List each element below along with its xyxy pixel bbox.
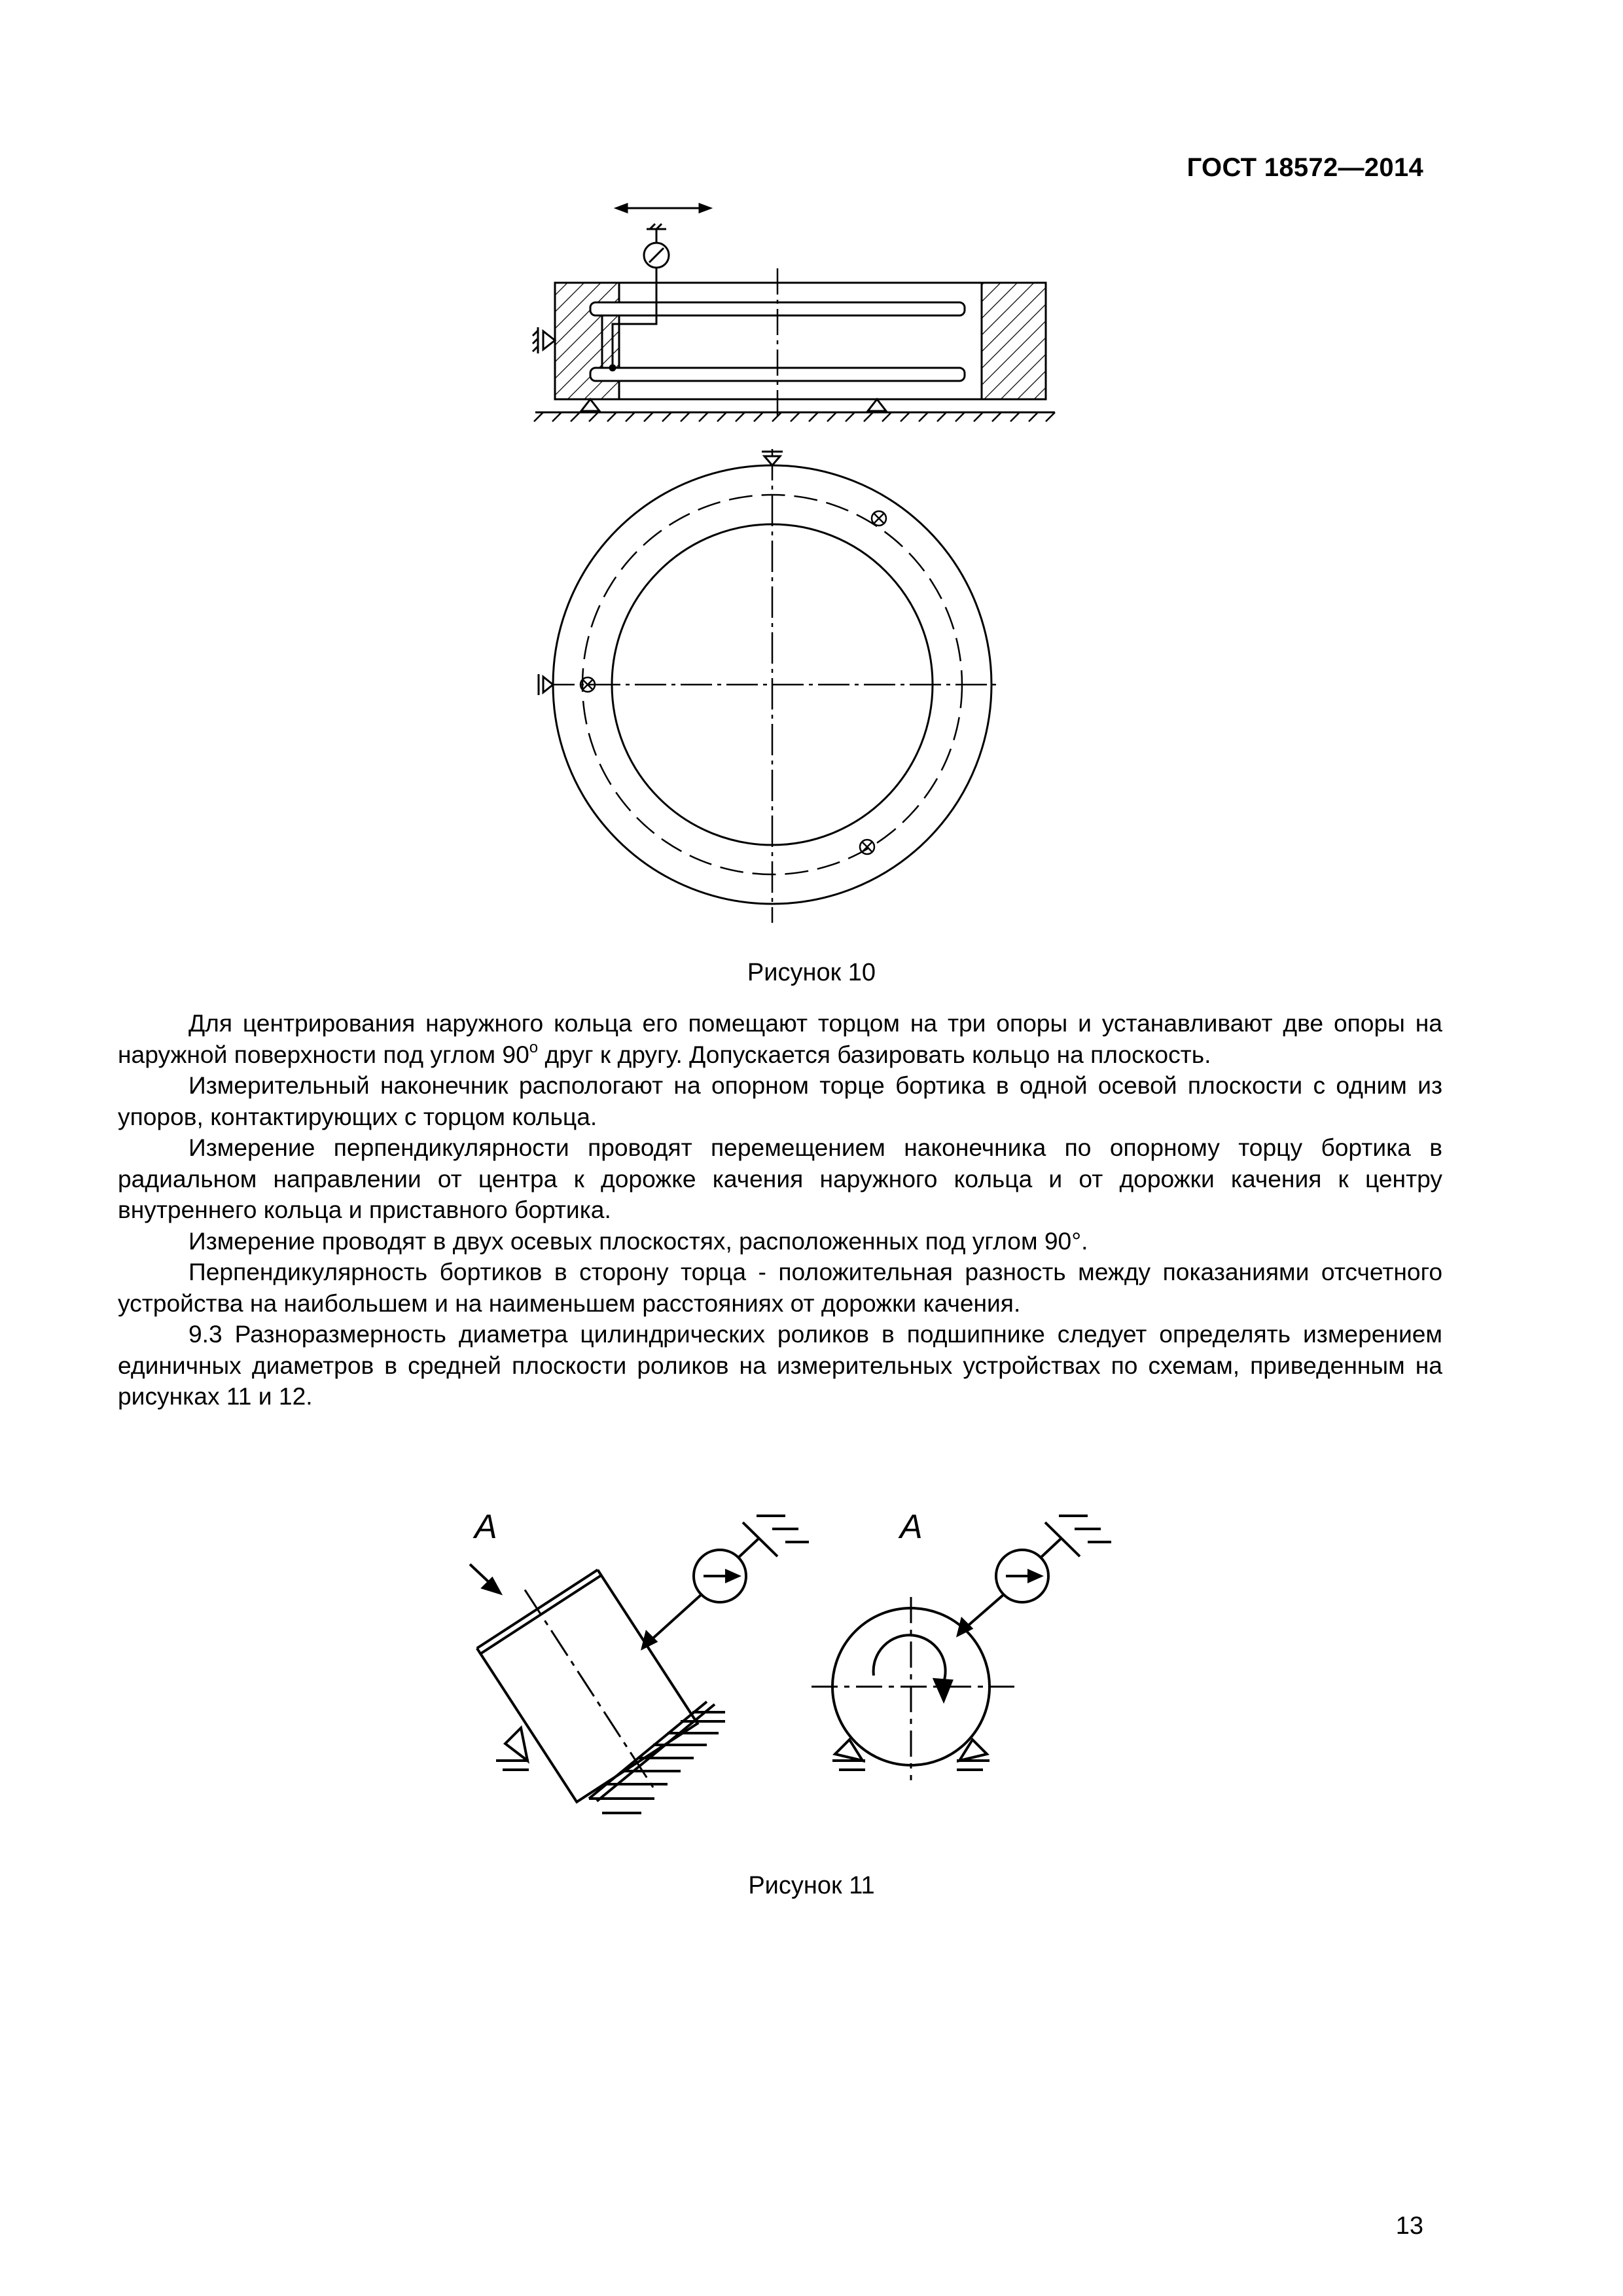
text-run: друг к другу. Допускается базировать кольцо на плоскость. (538, 1040, 1211, 1068)
paragraph: Измерение проводят в двух осевых плоскостях, расположенных под углом 90°. (188, 1227, 1088, 1255)
roller-icon (465, 1551, 717, 1832)
paragraph: Измерение перпендикулярности проводят перемещением наконечника по опорному торцу бортика в радиальном направлении от центра к дорожке качения наружного кольца и от дорожки качения к центру внутреннего кольца и приставного бортика. (118, 1134, 1442, 1223)
text-run: Для центрирования наружного кольца его помещают торцом на три опоры и устанавливают две опоры на наружной поверхности под углом 90 (118, 1009, 1442, 1068)
figure-10-caption: Рисунок 10 (747, 959, 876, 986)
figure-11-caption: Рисунок 11 (748, 1872, 875, 1899)
view-label-right: A (900, 1508, 923, 1546)
superscript-degree: о (529, 1039, 539, 1057)
paragraph: Перпендикулярность бортиков в сторону торца - положительная разность между показаниями отсчетного устройства на наибольшем и на наименьшем расстояниях от дорожки качения. (118, 1258, 1442, 1317)
document-id: ГОСТ 18572—2014 (1186, 153, 1423, 182)
roller-support-left (496, 1728, 529, 1770)
dial-gauge-icon (643, 1516, 809, 1648)
dial-gauge-icon (958, 1516, 1111, 1635)
view-arrow-icon (470, 1564, 500, 1593)
paragraph: 9.3 Разноразмерность диаметра цилиндрических роликов в подшипнике следует определять измерением единичных диаметров в средней плоскости роликов на измерительных устройствах по схемам, приведенным на рисунках 11 и 12. (118, 1320, 1442, 1410)
paragraph: Измерительный наконечник распологают на опорном торце бортика в одной осевой плоскости с одним из упоров, контактирующих с торцом кольца. (118, 1071, 1442, 1130)
page-number: 13 (1395, 2212, 1423, 2240)
view-label-left: A (474, 1508, 497, 1546)
